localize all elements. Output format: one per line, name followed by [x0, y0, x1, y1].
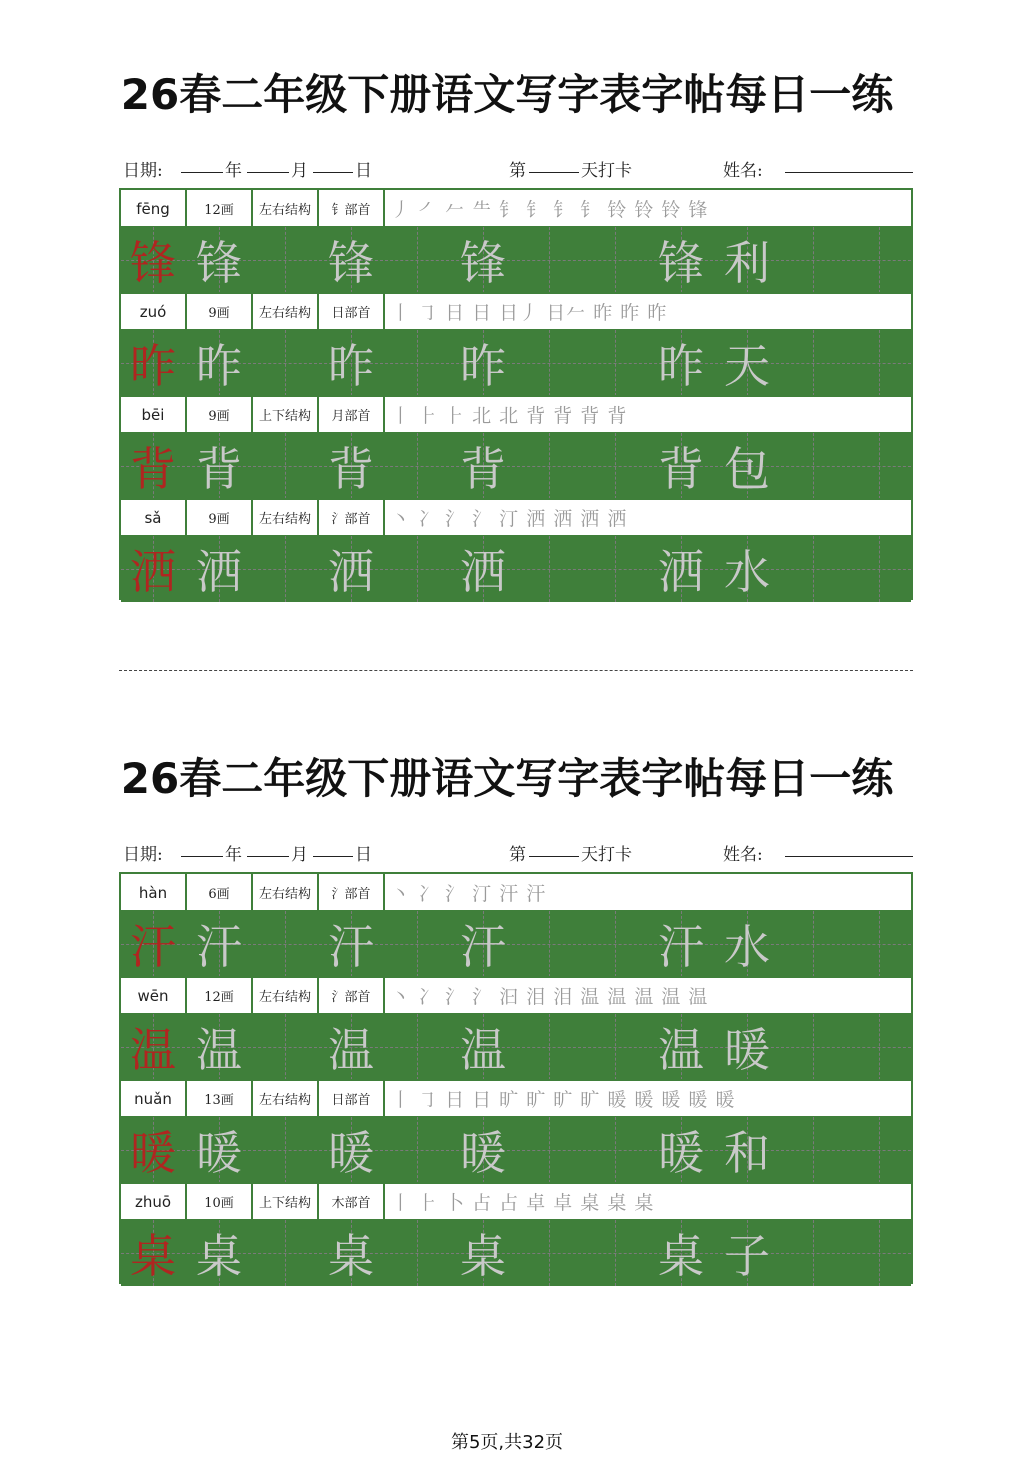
guide-line: [549, 330, 550, 396]
trace-character: 利: [724, 236, 770, 290]
practice-cell[interactable]: [451, 1014, 517, 1080]
guide-line: [285, 1117, 286, 1183]
model-character: 桌: [130, 1229, 176, 1283]
guide-line: [285, 330, 286, 396]
name-blank[interactable]: [785, 840, 913, 862]
date-label: 日期:: [123, 161, 163, 181]
practice-cell[interactable]: [517, 1014, 583, 1080]
model-character: 温: [130, 1023, 176, 1077]
structure-cell: 左右结构: [253, 977, 319, 1014]
practice-cell[interactable]: [649, 1117, 715, 1183]
month-label: 月: [291, 845, 308, 865]
structure-cell: 左右结构: [253, 499, 319, 536]
practice-cell[interactable]: [319, 1220, 385, 1286]
month-blank[interactable]: [247, 840, 289, 862]
trace-character: 桌: [328, 1229, 374, 1283]
trace-character: 天: [724, 339, 770, 393]
guide-line: [879, 536, 880, 602]
structure-cell: 上下结构: [253, 396, 319, 433]
model-char-cell[interactable]: [121, 1014, 187, 1080]
trace-character: 桌: [460, 1229, 506, 1283]
name-blank[interactable]: [785, 156, 913, 178]
guide-line: [615, 1117, 616, 1183]
practice-cell[interactable]: [583, 227, 649, 293]
practice-cell[interactable]: [319, 536, 385, 602]
day-label: 日: [355, 845, 372, 865]
guide-line: [417, 1014, 418, 1080]
guide-line: [879, 911, 880, 977]
trace-character: 昨: [460, 339, 506, 393]
practice-cell[interactable]: [649, 1220, 715, 1286]
practice-cell[interactable]: [715, 1014, 781, 1080]
day-blank[interactable]: [313, 156, 353, 178]
model-char-cell[interactable]: [121, 330, 187, 396]
trace-character: 温: [196, 1023, 242, 1077]
trace-character: 温: [658, 1023, 704, 1077]
practice-cell[interactable]: [451, 1220, 517, 1286]
practice-cell[interactable]: [187, 1014, 253, 1080]
practice-cell[interactable]: [715, 911, 781, 977]
guide-line: [879, 1220, 880, 1286]
practice-cell[interactable]: [847, 1014, 911, 1080]
year-label: 年: [225, 845, 242, 865]
practice-cell[interactable]: [847, 227, 911, 293]
stroke-order-cell: 丶 冫 氵 氵 汀 洒 洒 洒 洒: [391, 508, 628, 530]
writing-grid: [119, 872, 913, 1284]
trace-character: 昨: [328, 339, 374, 393]
guide-line: [813, 1014, 814, 1080]
practice-cell[interactable]: [649, 1014, 715, 1080]
checkin-prefix: 第: [509, 845, 526, 865]
month-label: 月: [291, 161, 308, 181]
practice-cell[interactable]: [187, 330, 253, 396]
practice-cell[interactable]: [517, 227, 583, 293]
radical-cell: 日部首: [319, 293, 385, 330]
structure-cell: 左右结构: [253, 190, 319, 227]
practice-cell[interactable]: [385, 227, 451, 293]
radical-cell: 氵部首: [319, 499, 385, 536]
model-character: 锋: [130, 236, 176, 290]
pinyin-cell: bēi: [121, 396, 187, 433]
practice-cell[interactable]: [583, 536, 649, 602]
practice-cell[interactable]: [781, 330, 847, 396]
pinyin-cell: sǎ: [121, 499, 187, 536]
model-char-cell[interactable]: [121, 911, 187, 977]
practice-cell[interactable]: [715, 433, 781, 499]
trace-character: 暖: [724, 1023, 770, 1077]
trace-character: 汗: [658, 920, 704, 974]
pinyin-cell: zuó: [121, 293, 187, 330]
radical-cell: 日部首: [319, 1080, 385, 1117]
trace-character: 暖: [196, 1126, 242, 1180]
guide-line: [417, 536, 418, 602]
practice-cell[interactable]: [187, 911, 253, 977]
year-label: 年: [225, 161, 242, 181]
practice-cell[interactable]: [649, 433, 715, 499]
structure-cell: 左右结构: [253, 1080, 319, 1117]
trace-character: 桌: [658, 1229, 704, 1283]
practice-cell[interactable]: [649, 911, 715, 977]
guide-line: [549, 911, 550, 977]
practice-cell[interactable]: [583, 1220, 649, 1286]
practice-cell[interactable]: [583, 1014, 649, 1080]
guide-line: [813, 1117, 814, 1183]
practice-cell[interactable]: [385, 433, 451, 499]
guide-line: [285, 433, 286, 499]
practice-cell[interactable]: [781, 433, 847, 499]
practice-cell[interactable]: [253, 911, 319, 977]
sheet-title: 26春二年级下册语文写字表字帖每日一练: [120, 70, 894, 119]
trace-character: 洒: [328, 545, 374, 599]
guide-line: [417, 433, 418, 499]
practice-cell[interactable]: [715, 330, 781, 396]
trace-character: 洒: [196, 545, 242, 599]
practice-cell[interactable]: [385, 536, 451, 602]
guide-line: [285, 536, 286, 602]
stroke-order-cell: 丶 冫 氵 氵 汩 泪 泪 温 温 温 温 温: [391, 986, 709, 1008]
pinyin-cell: hàn: [121, 874, 187, 911]
stroke-order-cell: 丨 ㇆ 日 日 旷 旷 旷 旷 暖 暖 暖 暖 暖: [391, 1089, 736, 1111]
model-char-cell[interactable]: [121, 1220, 187, 1286]
practice-cell[interactable]: [253, 227, 319, 293]
guide-line: [615, 433, 616, 499]
year-blank[interactable]: [181, 156, 223, 178]
guide-line: [813, 1220, 814, 1286]
guide-line: [879, 433, 880, 499]
guide-line: [615, 1220, 616, 1286]
page-footer: 第5页,共32页: [450, 1432, 564, 1453]
guide-line: [615, 1014, 616, 1080]
guide-line: [813, 330, 814, 396]
practice-cell[interactable]: [649, 227, 715, 293]
practice-cell[interactable]: [253, 1220, 319, 1286]
guide-line: [813, 911, 814, 977]
model-char-cell[interactable]: [121, 536, 187, 602]
practice-cell[interactable]: [781, 1117, 847, 1183]
month-blank[interactable]: [247, 156, 289, 178]
guide-line: [285, 1014, 286, 1080]
checkin-prefix: 第: [509, 161, 526, 181]
guide-line: [879, 1117, 880, 1183]
practice-cell[interactable]: [847, 433, 911, 499]
section-divider: [119, 670, 913, 671]
trace-character: 温: [328, 1023, 374, 1077]
practice-cell[interactable]: [583, 433, 649, 499]
practice-cell[interactable]: [517, 911, 583, 977]
practice-cell[interactable]: [649, 536, 715, 602]
trace-character: 暖: [328, 1126, 374, 1180]
practice-cell[interactable]: [385, 1117, 451, 1183]
trace-character: 背: [328, 442, 374, 496]
practice-cell[interactable]: [847, 536, 911, 602]
practice-cell[interactable]: [451, 227, 517, 293]
practice-cell[interactable]: [847, 911, 911, 977]
day-label: 日: [355, 161, 372, 181]
checkin-suffix: 天打卡: [581, 161, 632, 181]
guide-line: [417, 911, 418, 977]
stroke-count-cell: 10画: [187, 1183, 253, 1220]
practice-cell[interactable]: [319, 1014, 385, 1080]
trace-character: 温: [460, 1023, 506, 1077]
practice-cell[interactable]: [187, 1117, 253, 1183]
radical-cell: 木部首: [319, 1183, 385, 1220]
trace-character: 洒: [460, 545, 506, 599]
stroke-count-cell: 9画: [187, 396, 253, 433]
guide-line: [285, 227, 286, 293]
info-row: [123, 840, 913, 866]
practice-cell[interactable]: [451, 536, 517, 602]
guide-line: [285, 911, 286, 977]
trace-character: 昨: [196, 339, 242, 393]
trace-character: 锋: [328, 236, 374, 290]
pinyin-cell: fēng: [121, 190, 187, 227]
name-label: 姓名:: [723, 845, 763, 865]
guide-line: [549, 433, 550, 499]
info-row: [123, 156, 913, 182]
practice-cell[interactable]: [847, 1117, 911, 1183]
stroke-count-cell: 12画: [187, 190, 253, 227]
name-label: 姓名:: [723, 161, 763, 181]
practice-cell[interactable]: [385, 911, 451, 977]
practice-cell[interactable]: [319, 911, 385, 977]
practice-cell[interactable]: [187, 227, 253, 293]
practice-cell[interactable]: [781, 911, 847, 977]
trace-character: 背: [196, 442, 242, 496]
radical-cell: 月部首: [319, 396, 385, 433]
trace-character: 水: [724, 920, 770, 974]
trace-character: 洒: [658, 545, 704, 599]
guide-line: [417, 330, 418, 396]
guide-line: [813, 433, 814, 499]
trace-character: 背: [460, 442, 506, 496]
guide-line: [417, 227, 418, 293]
pinyin-cell: zhuō: [121, 1183, 187, 1220]
checkin-blank[interactable]: [529, 840, 579, 862]
practice-cell[interactable]: [319, 330, 385, 396]
guide-line: [549, 227, 550, 293]
practice-cell[interactable]: [781, 1014, 847, 1080]
practice-cell[interactable]: [253, 433, 319, 499]
practice-cell[interactable]: [517, 433, 583, 499]
trace-character: 包: [724, 442, 770, 496]
year-blank[interactable]: [181, 840, 223, 862]
practice-cell[interactable]: [451, 911, 517, 977]
practice-cell[interactable]: [385, 1014, 451, 1080]
trace-character: 锋: [196, 236, 242, 290]
practice-cell[interactable]: [187, 1220, 253, 1286]
practice-cell[interactable]: [451, 433, 517, 499]
guide-line: [549, 1117, 550, 1183]
stroke-count-cell: 9画: [187, 499, 253, 536]
pinyin-cell: nuǎn: [121, 1080, 187, 1117]
practice-cell[interactable]: [187, 536, 253, 602]
practice-cell[interactable]: [253, 1117, 319, 1183]
practice-cell[interactable]: [847, 1220, 911, 1286]
guide-line: [549, 1220, 550, 1286]
checkin-blank[interactable]: [529, 156, 579, 178]
practice-cell[interactable]: [715, 1117, 781, 1183]
stroke-count-cell: 9画: [187, 293, 253, 330]
guide-line: [615, 536, 616, 602]
sheet-title: 26春二年级下册语文写字表字帖每日一练: [120, 754, 894, 803]
stroke-order-cell: 丿 ㇒ 𠂉 ⺧ 钅 钅 钅 钅 铃 铃 铃 锋: [391, 199, 709, 221]
guide-line: [285, 1220, 286, 1286]
trace-character: 锋: [658, 236, 704, 290]
radical-cell: 氵部首: [319, 977, 385, 1014]
trace-character: 暖: [658, 1126, 704, 1180]
structure-cell: 左右结构: [253, 874, 319, 911]
trace-character: 汗: [328, 920, 374, 974]
practice-cell[interactable]: [517, 1117, 583, 1183]
guide-line: [417, 1117, 418, 1183]
practice-cell[interactable]: [583, 911, 649, 977]
guide-line: [813, 227, 814, 293]
practice-cell[interactable]: [385, 1220, 451, 1286]
date-label: 日期:: [123, 845, 163, 865]
model-character: 洒: [130, 545, 176, 599]
model-char-cell[interactable]: [121, 433, 187, 499]
day-blank[interactable]: [313, 840, 353, 862]
guide-line: [879, 1014, 880, 1080]
guide-line: [879, 227, 880, 293]
model-char-cell[interactable]: [121, 1117, 187, 1183]
model-character: 昨: [130, 339, 176, 393]
practice-cell[interactable]: [319, 433, 385, 499]
model-character: 背: [130, 442, 176, 496]
radical-cell: 钅部首: [319, 190, 385, 227]
stroke-order-cell: 丨 ⺊ ⺊ 北 北 背 背 背 背: [391, 405, 628, 427]
trace-character: 汗: [460, 920, 506, 974]
practice-cell[interactable]: [253, 330, 319, 396]
practice-cell[interactable]: [583, 330, 649, 396]
trace-character: 背: [658, 442, 704, 496]
trace-character: 汗: [196, 920, 242, 974]
radical-cell: 氵部首: [319, 874, 385, 911]
practice-cell[interactable]: [319, 1117, 385, 1183]
practice-cell[interactable]: [253, 536, 319, 602]
practice-cell[interactable]: [715, 536, 781, 602]
guide-line: [879, 330, 880, 396]
writing-grid: [119, 188, 913, 600]
trace-character: 昨: [658, 339, 704, 393]
guide-line: [417, 1220, 418, 1286]
practice-cell[interactable]: [583, 1117, 649, 1183]
practice-cell[interactable]: [451, 330, 517, 396]
stroke-order-cell: 丶 冫 氵 汀 汗 汗: [391, 883, 547, 905]
practice-cell[interactable]: [781, 1220, 847, 1286]
trace-character: 锋: [460, 236, 506, 290]
structure-cell: 左右结构: [253, 293, 319, 330]
practice-cell[interactable]: [517, 536, 583, 602]
model-char-cell[interactable]: [121, 227, 187, 293]
guide-line: [615, 911, 616, 977]
practice-cell[interactable]: [451, 1117, 517, 1183]
practice-cell[interactable]: [847, 330, 911, 396]
practice-cell[interactable]: [715, 227, 781, 293]
guide-line: [549, 1014, 550, 1080]
practice-cell[interactable]: [319, 227, 385, 293]
stroke-count-cell: 12画: [187, 977, 253, 1014]
stroke-count-cell: 6画: [187, 874, 253, 911]
stroke-order-cell: 丨 ⺊ 卜 占 占 卓 卓 桌 桌 桌: [391, 1192, 655, 1214]
practice-cell[interactable]: [187, 433, 253, 499]
model-character: 暖: [130, 1126, 176, 1180]
guide-line: [615, 227, 616, 293]
trace-character: 水: [724, 545, 770, 599]
practice-cell[interactable]: [781, 227, 847, 293]
checkin-suffix: 天打卡: [581, 845, 632, 865]
pinyin-cell: wēn: [121, 977, 187, 1014]
practice-cell[interactable]: [385, 330, 451, 396]
practice-cell[interactable]: [517, 1220, 583, 1286]
practice-cell[interactable]: [517, 330, 583, 396]
practice-cell[interactable]: [781, 536, 847, 602]
trace-character: 子: [724, 1229, 770, 1283]
stroke-order-cell: 丨 ㇆ 日 日 日丿 日𠂉 昨 昨 昨: [391, 302, 668, 324]
practice-cell[interactable]: [715, 1220, 781, 1286]
guide-line: [549, 536, 550, 602]
stroke-count-cell: 13画: [187, 1080, 253, 1117]
guide-line: [615, 330, 616, 396]
trace-character: 暖: [460, 1126, 506, 1180]
trace-character: 和: [724, 1126, 770, 1180]
trace-character: 桌: [196, 1229, 242, 1283]
model-character: 汗: [130, 920, 176, 974]
structure-cell: 上下结构: [253, 1183, 319, 1220]
practice-cell[interactable]: [253, 1014, 319, 1080]
practice-cell[interactable]: [649, 330, 715, 396]
guide-line: [813, 536, 814, 602]
